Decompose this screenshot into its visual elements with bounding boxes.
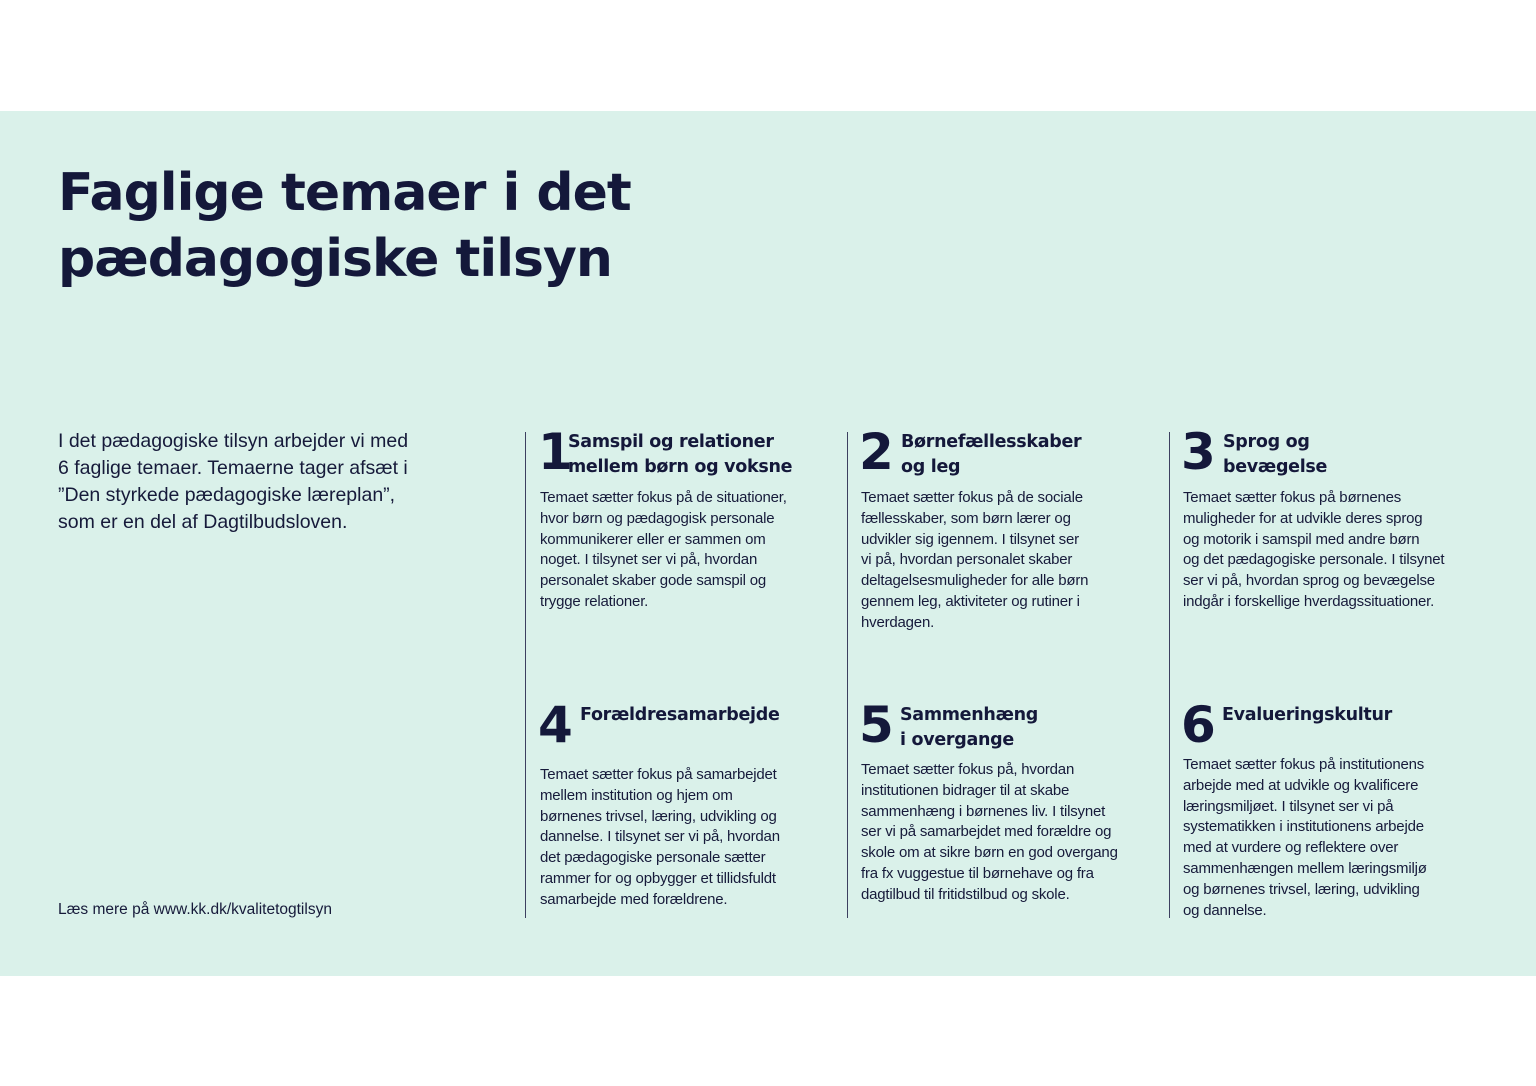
theme-body-line: fra fx vuggestue til børnehave og fra: [861, 864, 1094, 882]
theme-body-line: læringsmiljøet. I tilsynet ser vi på: [1183, 797, 1394, 815]
intro-line: som er en del af Dagtilbudsloven.: [58, 511, 348, 533]
theme-body-line: kommunikerer eller er sammen om: [540, 530, 766, 548]
theme-title-line: Sprog og: [1223, 432, 1310, 452]
theme-body-line: og motorik i samspil med andre børn: [1183, 530, 1420, 548]
theme-body-line: indgår i forskellige hverdagssituationer.: [1183, 592, 1435, 610]
theme-title-line: Evalueringskultur: [1222, 705, 1392, 725]
theme-title-line: Forældresamarbejde: [580, 705, 780, 725]
theme-body-line: mellem institution og hjem om: [540, 786, 733, 804]
theme-body-line: institutionen bidrager til at skabe: [861, 781, 1070, 799]
theme-title-line: Børnefællesskaber: [901, 432, 1082, 452]
theme-number: 1: [538, 423, 573, 481]
theme-title: [580, 703, 780, 728]
theme-body-line: ser vi på, hvordan sprog og bevægelse: [1183, 572, 1435, 590]
theme-title: [568, 430, 792, 480]
theme-number: 4: [538, 696, 573, 754]
theme-body: [540, 765, 840, 911]
theme-body-line: samarbejde med forældrene.: [540, 890, 728, 908]
theme-body: [861, 488, 1161, 634]
theme-title-line: Samspil og relationer: [568, 432, 774, 452]
theme-title: [1222, 703, 1392, 728]
theme-body-line: hverdagen.: [861, 613, 935, 631]
theme-number: 6: [1181, 696, 1216, 754]
page-title: [58, 160, 631, 292]
theme-body-line: fællesskaber, som børn lærer og: [861, 509, 1071, 527]
theme-body-line: ser vi på samarbejdet med forældre og: [861, 823, 1112, 841]
theme-title-line: mellem børn og voksne: [568, 457, 793, 477]
theme-body-line: gennem leg, aktiviteter og rutiner i: [861, 592, 1080, 610]
column-divider: [847, 432, 848, 918]
intro-line: I det pædagogiske tilsyn arbejder vi med: [58, 430, 409, 452]
page-title-line: Faglige temaer i det: [58, 163, 631, 223]
theme-body-line: det pædagogiske personale sætter: [540, 849, 766, 867]
theme-body-line: udvikler sig igennem. I tilsynet ser: [861, 530, 1079, 548]
theme-body: [1183, 755, 1483, 921]
theme-title-line: bevægelse: [1223, 457, 1328, 477]
theme-body-line: sammenhængen mellem læringsmiljø: [1183, 859, 1427, 877]
theme-body-line: Temaet sætter fokus på børnenes: [1183, 489, 1402, 506]
theme-body-line: og dannelse.: [1183, 901, 1267, 919]
theme-title: [900, 703, 1038, 753]
intro-line: ”Den styrkede pædagogiske læreplan”,: [58, 484, 396, 506]
theme-body-line: dannelse. I tilsynet ser vi på, hvordan: [540, 828, 780, 846]
theme-number: 2: [859, 423, 894, 481]
theme-body: [540, 488, 840, 613]
theme-body-line: Temaet sætter fokus på de situationer,: [540, 489, 787, 506]
page-title-line: pædagogiske tilsyn: [58, 229, 612, 289]
intro-line: 6 faglige temaer. Temaerne tager afsæt i: [58, 457, 408, 479]
theme-title: [901, 430, 1081, 480]
theme-body-line: hvor børn og pædagogisk personale: [540, 509, 775, 527]
theme-title: [1223, 430, 1327, 480]
theme-body-line: noget. I tilsynet ser vi på, hvordan: [540, 551, 758, 569]
theme-body-line: Temaet sætter fokus på de sociale: [861, 489, 1083, 506]
theme-body-line: systematikken i institutionens arbejde: [1183, 818, 1424, 836]
theme-title-line: i overgange: [900, 730, 1014, 750]
theme-number: 3: [1181, 423, 1216, 481]
theme-body-line: deltagelsesmuligheder for alle børn: [861, 572, 1089, 590]
theme-body-line: Temaet sætter fokus på institutionens: [1183, 756, 1425, 773]
theme-body-line: sammenhæng i børnenes liv. I tilsynet: [861, 802, 1106, 820]
theme-body-line: Temaet sætter fokus på, hvordan: [861, 761, 1075, 778]
theme-body-line: vi på, hvordan personalet skaber: [861, 551, 1073, 569]
theme-number: 5: [859, 696, 894, 754]
theme-body-line: muligheder for at udvikle deres sprog: [1183, 509, 1423, 527]
theme-body-line: børnenes trivsel, læring, udvikling og: [540, 807, 777, 825]
theme-body: [1183, 488, 1483, 613]
column-divider: [525, 432, 526, 918]
intro-text: [58, 428, 478, 536]
theme-body-line: trygge relationer.: [540, 592, 649, 610]
theme-title-line: Sammenhæng: [900, 705, 1038, 725]
theme-body-line: og det pædagogiske personale. I tilsynet: [1183, 551, 1445, 569]
theme-body-line: personalet skaber gode samspil og: [540, 572, 767, 590]
theme-body-line: og børnenes trivsel, læring, udvikling: [1183, 880, 1420, 898]
theme-body-line: dagtilbud til fritidstilbud og skole.: [861, 885, 1070, 903]
read-more-link[interactable]: Læs mere på www.kk.dk/kvalitetogtilsyn: [58, 901, 332, 918]
theme-body: [861, 760, 1161, 906]
theme-title-line: og leg: [901, 457, 961, 477]
column-divider: [1169, 432, 1170, 918]
theme-body-line: arbejde med at udvikle og kvalificere: [1183, 776, 1419, 794]
theme-body-line: med at vurdere og reflektere over: [1183, 839, 1399, 857]
theme-body-line: rammer for og opbygger et tillidsfuldt: [540, 869, 776, 887]
theme-body-line: Temaet sætter fokus på samarbejdet: [540, 766, 777, 783]
theme-body-line: skole om at sikre børn en god overgang: [861, 844, 1118, 862]
